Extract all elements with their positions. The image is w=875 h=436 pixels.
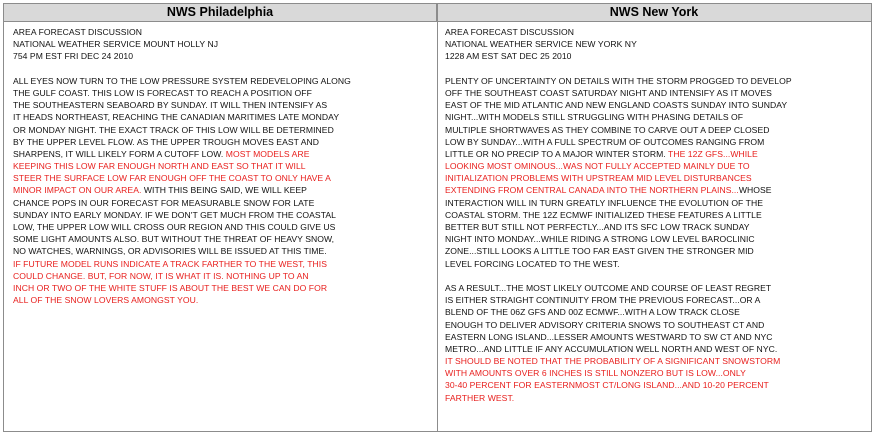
body-line: ALL EYES NOW TURN TO THE LOW PRESSURE SYSTEM REDEVELOPING ALONG (13, 75, 351, 86)
highlighted-line: INITIALIZATION PROBLEMS WITH UPSTREAM MID LEVEL DISTURBANCES (445, 173, 752, 184)
highlighted-line: FARTHER WEST. (445, 392, 515, 403)
body-line: ZONE...STILL LOOKS A LITTLE TOO FAR EAST GIVEN THE STRONGER MID (445, 246, 754, 257)
body-line: MULTIPLE SHORTWAVES AS THEY COMBINE TO CARVE OUT A DEEP CLOSED (445, 124, 770, 135)
body-line (445, 184, 869, 196)
body-line: COASTAL STORM. THE 12Z ECMWF INITIALIZED THESE FEATURES A LITTLE (445, 209, 762, 220)
body-line: SOME LIGHT AMOUNTS ALSO. BUT WITHOUT THE THREAT OF HEAVY SNOW, (13, 234, 335, 245)
body-line: BETTER BUT STILL NOT PERFECTLY...AND ITS SFC LOW TRACK SUNDAY (445, 222, 750, 232)
body-line: CHANCE POPS IN OUR FORECAST FOR MEASURABLE SNOW FOR LATE (13, 197, 315, 208)
issue-time: 1228 AM EST SAT DEC 25 2010 (445, 51, 572, 62)
body-line: BY THE UPPER LEVEL FLOW. AS THE UPPER TROUGH MOVES EAST AND (13, 136, 320, 147)
body-line (13, 148, 429, 160)
highlighted-line: WITH AMOUNTS OVER 6 INCHES IS STILL NONZERO BUT IS LOW...ONLY (445, 368, 746, 379)
body-line: LOW BY SUNDAY...WITH A FULL SPECTRUM OF OUTCOMES RANGING FROM (445, 136, 765, 147)
column-header-new-york: NWS New York (437, 4, 871, 22)
body-text: SHARPENS, IT WILL LIKELY FORM A CUTOFF LOW. (13, 148, 226, 159)
body-line: EASTERN LONG ISLAND...LESSER AMOUNTS WESTWARD TO SW CT AND NYC (445, 331, 773, 342)
highlighted-text: MOST MODELS ARE (225, 148, 310, 159)
new-york-discussion (445, 26, 869, 404)
highlighted-line: LOOKING MOST OMINOUS...WAS NOT FULLY ACCEPTED MAINLY DUE TO (445, 161, 750, 172)
body-line: IS EITHER STRAIGHT CONTINUITY FROM THE PREVIOUS FORECAST...OR A (445, 295, 761, 306)
column-divider (437, 4, 438, 431)
spacer (445, 63, 869, 75)
body-line: LOW, THE UPPER LOW WILL CROSS OUR REGION AND THIS COULD GIVE US (13, 222, 336, 232)
body-line: SUNDAY INTO EARLY MONDAY. IF WE DON'T GET MUCH FROM THE COASTAL (13, 209, 336, 220)
body-line: BLEND OF THE 06Z GFS AND 00Z ECMWF...WITH A LOW TRACK CLOSE (445, 307, 740, 318)
body-line: ENOUGH TO DELIVER ADVISORY CRITERIA SNOWS TO SOUTHEAST CT AND (445, 319, 765, 330)
product-title: AREA FORECAST DISCUSSION (445, 27, 575, 37)
spacer (13, 63, 429, 75)
body-line: EAST OF THE MID ATLANTIC AND NEW ENGLAND COASTS SUNDAY INTO SUNDAY (445, 100, 788, 111)
highlighted-line: INCH OR TWO OF THE WHITE STUFF IS ABOUT THE BEST WE CAN DO FOR (13, 282, 328, 293)
comparison-table (3, 3, 872, 432)
body-line: OFF THE SOUTHEAST COAST SATURDAY NIGHT AND INTENSIFY AS IT MOVES (445, 87, 772, 98)
body-line: THE GULF COAST. THIS LOW IS FORECAST TO REACH A POSITION OFF (13, 87, 312, 98)
issuing-office: NATIONAL WEATHER SERVICE NEW YORK NY (445, 39, 637, 50)
body-line: METRO...AND LITTLE IF ANY ACCUMULATION WELL NORTH AND WEST OF NYC. (445, 343, 778, 354)
highlighted-line: COULD CHANGE. BUT, FOR NOW, IT IS WHAT IT IS. NOTHING UP TO AN (13, 270, 309, 281)
body-line: OR MONDAY NIGHT. THE EXACT TRACK OF THIS LOW WILL BE DETERMINED (13, 124, 334, 135)
highlighted-line: STEER THE SURFACE LOW FAR ENOUGH OFF THE COAST TO ONLY HAVE A (13, 173, 331, 184)
highlighted-line: IT SHOULD BE NOTED THAT THE PROBABILITY OF A SIGNIFICANT SNOWSTORM (445, 356, 781, 367)
highlighted-line: IF FUTURE MODEL RUNS INDICATE A TRACK FARTHER TO THE WEST, THIS (13, 258, 327, 269)
body-line (13, 184, 429, 196)
issue-time: 754 PM EST FRI DEC 24 2010 (13, 51, 134, 62)
column-header-philadelphia: NWS Philadelphia (4, 4, 437, 22)
issuing-office: NATIONAL WEATHER SERVICE MOUNT HOLLY NJ (13, 39, 219, 50)
highlighted-line: 30-40 PERCENT FOR EASTERNMOST CT/LONG ISLAND...AND 10-20 PERCENT (445, 380, 769, 391)
body-line: NIGHT INTO MONDAY...WHILE RIDING A STRONG LOW LEVEL BAROCLINIC (445, 234, 755, 245)
body-line: PLENTY OF UNCERTAINTY ON DETAILS WITH THE STORM PROGGED TO DEVELOP (445, 75, 792, 86)
highlighted-text: THE 12Z GFS...WHILE (668, 148, 758, 159)
body-line: NIGHT...WITH MODELS STILL STRUGGLING WITH PHASING DETAILS OF (445, 112, 744, 123)
body-line: IT HEADS NORTHEAST, REACHING THE CANADIAN MARITIMES LATE MONDAY (13, 112, 340, 123)
body-text: WITH THIS BEING SAID, WE WILL KEEP (141, 185, 307, 196)
spacer (445, 270, 869, 282)
body-line: INTERACTION WILL IN TURN GREATLY INFLUENCE THE EVOLUTION OF THE (445, 197, 763, 208)
body-line: NO WATCHES, WARNINGS, OR ADVISORIES WILL BE ISSUED AT THIS TIME. (13, 246, 327, 257)
body-line: AS A RESULT...THE MOST LIKELY OUTCOME AND COURSE OF LEAST REGRET (445, 282, 772, 293)
body-line (445, 148, 869, 160)
body-text: WHOSE (738, 185, 772, 196)
highlighted-text: MINOR IMPACT ON OUR AREA. (13, 185, 142, 196)
product-title: AREA FORECAST DISCUSSION (13, 27, 143, 37)
highlighted-line: ALL OF THE SNOW LOVERS AMONGST YOU. (13, 295, 199, 306)
highlighted-line: KEEPING THIS LOW FAR ENOUGH NORTH AND EAST SO THAT IT WILL (13, 161, 306, 172)
body-line: THE SOUTHEASTERN SEABOARD BY SUNDAY. IT WILL THEN INTENSIFY AS (13, 100, 328, 111)
body-text: LITTLE OR NO PRECIP TO A MAJOR WINTER STORM. (445, 148, 669, 159)
philadelphia-discussion (13, 26, 429, 306)
highlighted-text: EXTENDING FROM CENTRAL CANADA INTO THE NORTHERN PLAINS... (445, 185, 739, 196)
body-line: LEVEL FORCING LOCATED TO THE WEST. (445, 258, 620, 269)
